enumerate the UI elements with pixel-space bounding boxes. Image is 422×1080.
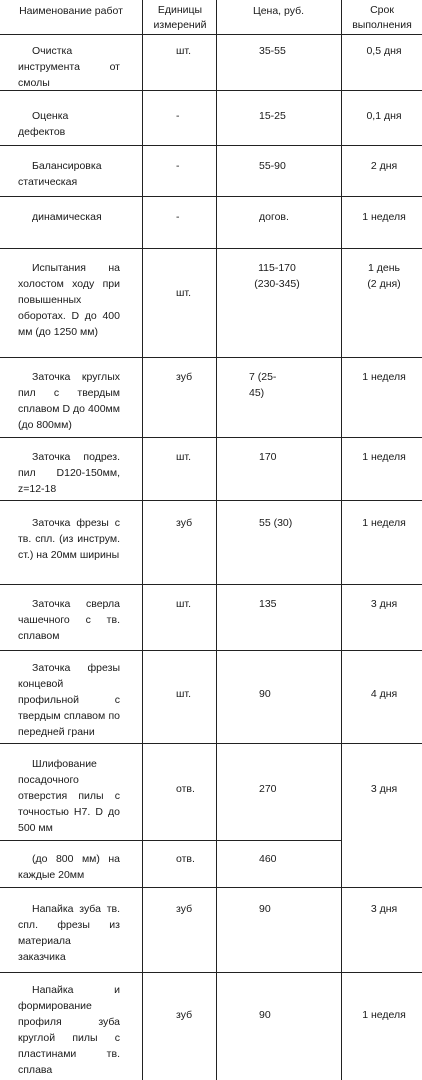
header-unit: Единицы измерений [153,4,207,31]
row-term: 1 неделя [362,451,406,463]
row-divider [0,248,422,249]
row-unit: - [176,110,180,122]
row-name: Заточка круглых пил с твердым сплавом D до 400мм (до 800мм) [18,371,120,431]
row-unit: шт. [176,45,191,57]
row-unit: - [176,211,180,223]
row-name: Заточка фрезы концевой профильной с твердым сплавом по передней грани [18,662,120,738]
row-name: динамическая [32,211,102,223]
row-term: 1 неделя [362,517,406,529]
row-unit: шт. [176,598,191,610]
row-price: 7 (25-45) [249,371,277,399]
row-divider [0,437,422,438]
row-price: 460 [259,853,277,865]
header-price: Цена, руб. [252,5,305,17]
row-price: 135 [259,598,277,610]
row-price: 55 (30) [259,517,293,529]
row-term: 2 дня [370,160,398,172]
row-unit: зуб [176,371,193,383]
row-divider [0,145,422,146]
row-price: догов. [259,211,289,223]
row-term: 1 неделя [362,371,406,383]
row-term: 3 дня [370,598,398,610]
row-unit: отв. [176,783,195,795]
row-name: Заточка подрез. пил D120-150мм, z=12-18 [18,451,120,495]
row-unit: зуб [176,517,193,529]
row-term: 1 день (2 дня) [367,262,401,290]
row-unit: отв. [176,853,195,865]
row-divider [0,500,422,501]
row-price: 170 [259,451,277,463]
row-unit: шт. [176,451,191,463]
row-term: 0,5 дня [366,45,402,57]
row-unit: зуб [176,1009,193,1021]
row-unit: зуб [176,903,193,915]
row-price: 270 [259,783,277,795]
row-divider [0,840,341,841]
row-name: Напайка и формирование профиля зуба круглой пилы с пластинами тв. сплава [18,984,120,1076]
row-divider [0,650,422,651]
row-price: 15-25 [259,110,286,122]
row-term: 4 дня [370,688,398,700]
row-price: 90 [259,688,271,700]
row-unit: шт. [176,688,191,700]
row-divider [0,357,422,358]
row-price: 55-90 [259,160,286,172]
row-name: Заточка фрезы с тв. спл. (из инструм. ст.) на 20мм ширины [18,517,120,561]
col-divider [142,0,143,1080]
row-name: Заточка сверла чашечного с тв. сплавом [18,598,120,642]
row-divider [0,743,422,744]
row-price: 115-170 (230-345) [254,262,300,290]
row-name: Оценка дефектов [18,110,69,138]
row-name: Очистка инструмента от смолы [18,45,120,89]
row-price: 90 [259,1009,271,1021]
row-divider [0,34,422,35]
row-divider [0,972,422,973]
row-term: 1 неделя [362,211,406,223]
row-term: 0,1 дня [366,110,402,122]
header-name: Наименование работ [19,5,123,17]
row-term: 3 дня [370,783,398,795]
row-name: Напайка зуба тв. спл. фрезы из материала заказчика [18,903,120,963]
row-name: Балансировка статическая [18,160,102,188]
col-divider [216,0,217,1080]
row-name: (до 800 мм) на каждые 20мм [18,853,120,881]
row-term: 3 дня [370,903,398,915]
header-term: Срок выполнения [352,4,412,31]
row-name: Шлифование посадочного отверстия пилы с точностью Н7. D до 500 мм [18,758,120,834]
col-divider [341,0,342,1080]
row-divider [0,196,422,197]
row-term: 1 неделя [362,1009,406,1021]
row-price: 90 [259,903,271,915]
row-unit: - [176,160,180,172]
row-divider [0,584,422,585]
row-divider [0,887,422,888]
row-price: 35-55 [259,45,286,57]
row-unit: шт. [176,287,191,299]
row-name: Испытания на холостом ходу при повышенных оборотах. D до 400 мм (до 1250 мм) [18,262,120,338]
